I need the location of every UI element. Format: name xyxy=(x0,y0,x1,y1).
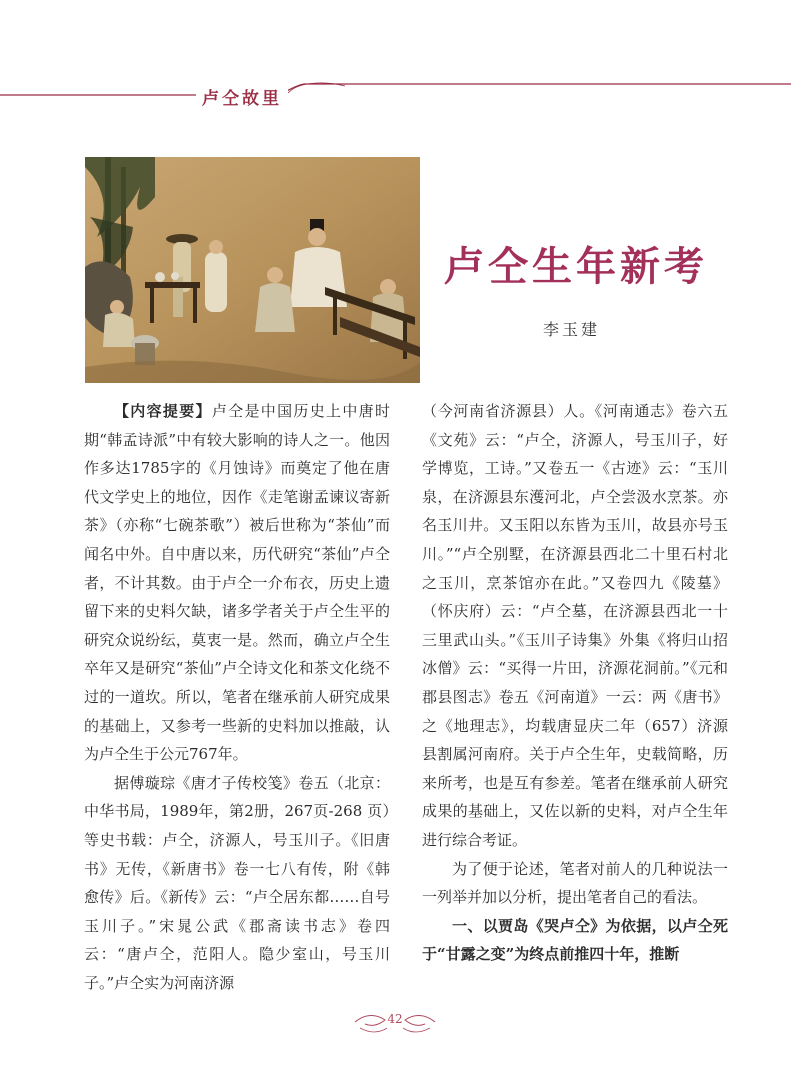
right-column xyxy=(422,397,728,969)
body-paragraph-continued: （今河南省济源县）人。《河南通志》卷六五《文苑》云：“卢仝，济源人，号玉川子，好学博览，工诗。”又卷五一《古迹》云：“玉川泉，在济源县东濩河北，卢仝尝汲水烹茶。亦名玉川井。又玉阳以东皆为玉川，故县亦号玉川。”“卢仝别墅，在济源县西北二十里石村北之玉川，烹茶馆亦在此。”又卷四九《陵墓》（怀庆府）云：“卢仝墓，在济源县西北一十三里武山头。”《玉川子诗集》外集《将归山招冰僧》云：“买得一片田，济源花洞前。”《元和郡县图志》卷五《河南道》一云：两《唐书》之《地理志》，均载唐显庆二年（657）济源县割属河南府。关于卢仝生年，史载简略，历来所考，也是互有参差。笔者在继承前人研究成果的基础上，又佐以新的史料，对卢仝生年进行综合考证。 xyxy=(422,402,728,849)
abstract-paragraph xyxy=(84,397,390,769)
left-column xyxy=(84,397,390,997)
abstract-text: 卢仝是中国历史上中唐时期“韩孟诗派”中有较大影响的诗人之一。他因作多达1785字的《月蚀诗》而奠定了他在唐代文学史上的地位，因作《走笔谢孟谏议寄新茶》（亦称“七碗茶歌”）被后世称为“茶仙”而闻名中外。自中唐以来，历代研究“茶仙”卢仝者，不计其数。由于卢仝一介布衣，历史上遗留下来的史料欠缺，诸多学者关于卢仝生平的研究众说纷纭，莫衷一是。然而，确立卢仝生卒年又是研究“茶仙”卢仝诗文化和茶文化绕不过的一道坎。所以，笔者在继承前人研究成果的基础上，又参考一些新的史料加以推敲，认为卢仝生于公元767年。 xyxy=(84,402,390,764)
section-heading: 一、以贾岛《哭卢仝》为依据，以卢仝死于“甘露之变”为终点前推四十年，推断 xyxy=(422,916,728,964)
tea-painting-image xyxy=(85,157,420,383)
article-title: 卢仝生年新考 xyxy=(444,243,708,290)
abstract-label: 【内容提要】 xyxy=(114,402,212,420)
article-author: 李玉建 xyxy=(543,320,601,339)
body-paragraph: 为了便于论述，笔者对前人的几种说法一一列举并加以分析，提出笔者自己的看法。 xyxy=(422,859,728,907)
page-number: 42 xyxy=(387,1012,403,1026)
body-paragraph: 据傅璇琮《唐才子传校笺》卷五（北京：中华书局，1989年，第2册，267页-268 页）等史书载：卢仝，济源人，号玉川子。《旧唐书》无传，《新唐书》卷一七八有传，附《韩愈传》后。《新传》云：“卢仝居东都……自号玉川子。”宋晁公武《郡斋读书志》卷四云：“唐卢仝，范阳人。隐少室山，号玉川子。”卢仝实为河南济源 xyxy=(84,773,390,992)
header-rule xyxy=(0,60,791,120)
section-label: 卢仝故里 xyxy=(196,84,288,109)
